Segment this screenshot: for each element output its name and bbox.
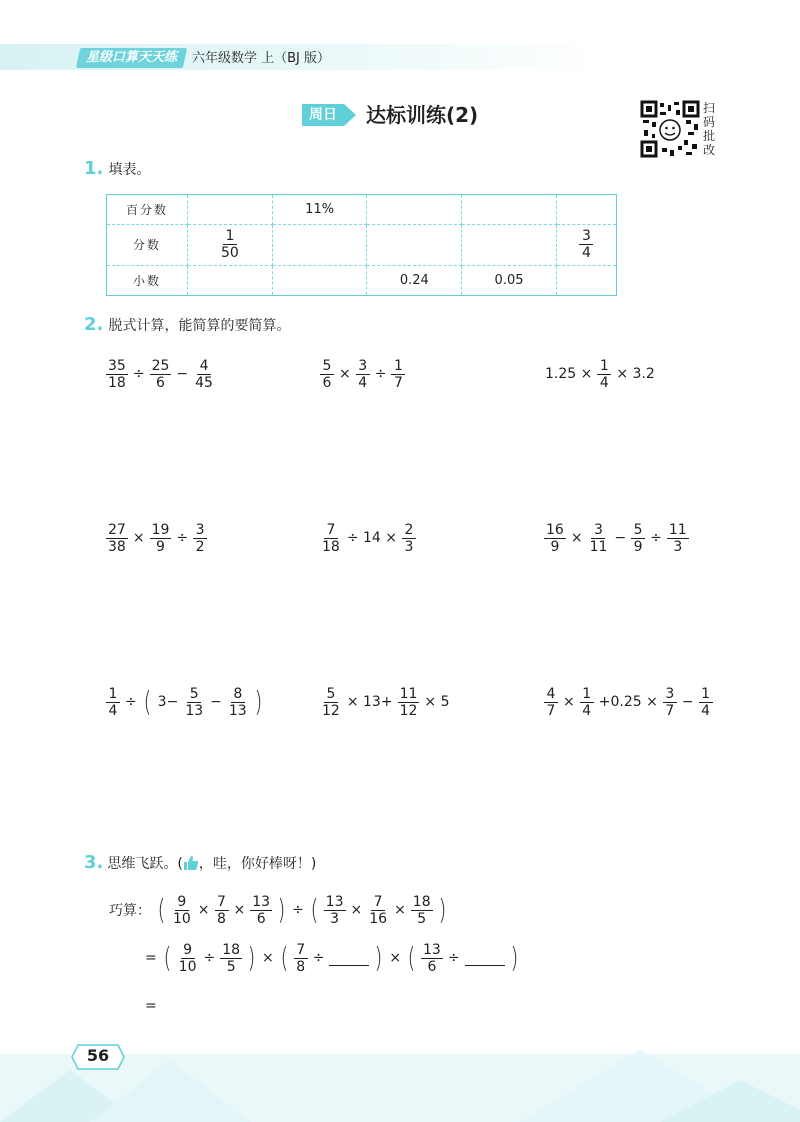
expression-5 (318, 516, 418, 560)
expression-9 (542, 680, 715, 724)
numerator: 1 (699, 686, 713, 703)
page-title: 达标训练(2) (366, 103, 479, 127)
denominator: 13 (185, 702, 204, 719)
denominator: 10 (178, 958, 197, 975)
fraction (580, 686, 594, 719)
denominator: 6 (322, 374, 332, 391)
expression-8 (318, 680, 452, 724)
question-number: 3. (84, 852, 104, 873)
fraction (193, 522, 207, 555)
expression-text: 1.25 × (545, 366, 593, 382)
fraction (588, 522, 610, 555)
operator: − (681, 694, 694, 710)
numerator: 7 (215, 894, 229, 911)
denominator: 7 (546, 702, 556, 719)
denominator: 6 (156, 374, 165, 391)
fraction (699, 686, 713, 719)
numerator: 4 (197, 358, 211, 375)
fraction (411, 894, 433, 927)
table-cell[interactable] (188, 195, 273, 225)
numerator: 1 (580, 686, 594, 703)
fraction (171, 894, 193, 927)
denominator: 5 (226, 958, 236, 975)
table-cell[interactable] (556, 265, 616, 295)
equals-sign: = (145, 950, 157, 966)
denominator: 18 (108, 374, 126, 391)
table-cell (188, 225, 273, 265)
numerator: 25 (151, 357, 170, 374)
numerator: 1 (223, 228, 237, 245)
row-label-decimal: 小数 (107, 265, 188, 295)
fraction (320, 522, 342, 555)
expression-4 (104, 516, 209, 560)
right-paren: ) (510, 941, 518, 974)
numerator: 3 (591, 522, 605, 539)
day-badge: 周日 (302, 104, 344, 126)
expression-text: 3− (157, 694, 179, 710)
fraction (320, 686, 342, 719)
fraction (402, 522, 416, 555)
denominator: 4 (599, 374, 609, 391)
book-subtitle: 六年级数学 上（BJ 版） (192, 51, 331, 66)
left-paren: ( (280, 941, 289, 974)
table-cell: 11% (272, 195, 367, 225)
expression-text: ÷ 14 × (346, 530, 398, 546)
fraction (150, 522, 172, 555)
table-cell[interactable] (367, 195, 462, 225)
left-paren: ( (163, 941, 172, 974)
operator: ÷ (312, 950, 325, 966)
question-text: 填表。 (108, 162, 151, 178)
denominator: 10 (172, 910, 191, 927)
table-cell[interactable] (556, 195, 616, 225)
denominator: 9 (156, 538, 165, 555)
denominator: 2 (195, 538, 205, 555)
denominator: 12 (399, 702, 418, 719)
denominator: 8 (296, 958, 306, 975)
numerator: 5 (631, 522, 645, 539)
denominator: 6 (256, 910, 266, 927)
table-cell[interactable] (462, 195, 557, 225)
operator: ÷ (292, 902, 304, 918)
fraction (106, 522, 128, 555)
denominator: 4 (582, 702, 592, 719)
operator: × (389, 950, 402, 966)
fraction (663, 686, 677, 719)
operator: × (233, 902, 246, 918)
expression-text: +0.25 × (598, 694, 658, 710)
question-2-heading (84, 314, 290, 335)
table-cell (556, 225, 616, 265)
denominator: 4 (581, 245, 591, 262)
numerator: 16 (546, 521, 564, 538)
numerator: 5 (187, 686, 201, 703)
answer-blank[interactable] (329, 951, 369, 966)
denominator: 3 (404, 538, 414, 555)
fraction (398, 686, 420, 719)
fraction (193, 358, 215, 391)
numerator: 13 (252, 893, 271, 910)
denominator: 4 (701, 702, 711, 719)
fraction (320, 358, 334, 391)
operator: ÷ (176, 530, 189, 546)
question-text-end: ，哇，你好棒呀！) (198, 855, 317, 872)
fraction (667, 522, 689, 555)
denominator: 50 (221, 245, 239, 262)
expression-2 (318, 352, 407, 396)
numerator: 4 (544, 686, 558, 703)
numerator: 1 (106, 686, 120, 703)
fraction (579, 228, 593, 261)
denominator: 4 (358, 374, 368, 391)
numerator: 3 (193, 522, 207, 539)
thumbs-up-icon (183, 855, 199, 871)
fraction (356, 358, 370, 391)
left-paren: ( (143, 685, 152, 718)
numerator: 2 (402, 522, 416, 539)
question-text: 思维飞跃。( (107, 855, 183, 872)
clever-calc-line-1 (106, 888, 450, 932)
question-3-heading (84, 852, 316, 873)
question-text: 脱式计算，能简算的要简算。 (108, 318, 291, 334)
operator: ÷ (203, 950, 216, 966)
expression-text: × 13+ (346, 694, 393, 710)
numerator: 1 (597, 358, 611, 375)
table-cell[interactable] (462, 225, 557, 265)
denominator: 6 (427, 958, 437, 975)
fraction (324, 894, 346, 927)
numerator: 5 (320, 358, 334, 375)
fraction (150, 358, 172, 391)
numerator: 8 (231, 686, 245, 703)
numerator: 5 (324, 686, 338, 703)
denominator: 13 (228, 702, 247, 719)
operator: − (614, 530, 627, 546)
right-paren: ) (254, 685, 262, 718)
numerator: 3 (356, 358, 370, 375)
operator: ÷ (650, 530, 662, 546)
fraction (597, 358, 611, 391)
numerator: 7 (371, 894, 385, 911)
left-paren: ( (310, 893, 319, 926)
numerator: 35 (108, 357, 126, 374)
fraction (106, 358, 128, 391)
clever-calc-label: 巧算： (109, 903, 151, 919)
operator: − (176, 366, 189, 382)
fraction (219, 228, 241, 261)
clever-calc-line-3: = (145, 998, 157, 1014)
denominator: 11 (589, 538, 608, 555)
numerator: 13 (325, 893, 344, 910)
operator: × (197, 902, 210, 918)
expression-6 (542, 516, 691, 560)
fraction (294, 942, 308, 975)
fill-table (106, 194, 617, 296)
denominator: 9 (633, 538, 643, 555)
numerator: 9 (181, 942, 195, 959)
denominator: 4 (108, 702, 118, 719)
operator: ÷ (132, 366, 145, 382)
denominator: 3 (673, 538, 683, 555)
denominator: 5 (417, 910, 427, 927)
denominator: 16 (369, 910, 388, 927)
numerator: 9 (175, 894, 189, 911)
expression-3 (542, 352, 658, 396)
fraction (220, 942, 242, 975)
page-number: 56 (86, 1046, 110, 1065)
fraction (227, 686, 249, 719)
operator: × (563, 694, 575, 710)
series-logo (76, 48, 187, 68)
fraction (250, 894, 272, 927)
table-cell[interactable] (188, 265, 273, 295)
numerator: 27 (108, 521, 126, 538)
fraction (544, 686, 558, 719)
operator: × (350, 902, 363, 918)
right-paren: ) (375, 941, 383, 974)
scan-to-grade-label: 扫码批改 (702, 101, 715, 157)
denominator: 18 (322, 538, 340, 555)
operator: ÷ (374, 366, 387, 382)
numerator: 11 (668, 521, 687, 538)
numerator: 7 (324, 522, 338, 539)
operator: × (570, 530, 583, 546)
operator: × (132, 530, 145, 546)
question-number: 1. (84, 158, 104, 179)
denominator: 12 (322, 702, 340, 719)
numerator: 13 (423, 941, 441, 958)
left-paren: ( (407, 941, 416, 974)
series-logo-text: 星级口算天天练 (86, 50, 178, 65)
operator: × (262, 950, 274, 966)
numerator: 19 (151, 521, 170, 538)
denominator: 7 (665, 702, 675, 719)
expression-1 (104, 352, 217, 396)
left-paren: ( (157, 893, 166, 926)
numerator: 7 (294, 942, 308, 959)
answer-blank[interactable] (465, 951, 505, 966)
table-cell: 0.05 (462, 265, 557, 295)
table-cell[interactable] (367, 225, 462, 265)
expression-text: × 3.2 (616, 366, 655, 382)
right-paren: ) (438, 893, 446, 926)
table-cell: 0.24 (367, 265, 462, 295)
operator: − (210, 694, 222, 710)
right-paren: ) (277, 893, 286, 926)
denominator: 7 (394, 374, 403, 391)
numerator: 18 (412, 893, 431, 910)
denominator: 8 (217, 910, 226, 927)
numerator: 3 (663, 686, 677, 703)
operator: ÷ (125, 694, 137, 710)
fraction (183, 686, 205, 719)
operator: × (394, 902, 406, 918)
fraction (367, 894, 389, 927)
numerator: 3 (579, 228, 593, 245)
numerator: 18 (222, 941, 241, 958)
denominator: 9 (550, 538, 560, 555)
operator: × (339, 366, 351, 382)
denominator: 38 (108, 538, 126, 555)
right-paren: ) (247, 941, 256, 974)
expression-text: × 5 (424, 694, 450, 710)
qr-code-icon[interactable] (640, 100, 700, 158)
fraction (544, 522, 566, 555)
clever-calc-line-2 (142, 936, 522, 980)
expression-7 (104, 680, 266, 724)
denominator: 3 (330, 910, 340, 927)
fraction (215, 894, 229, 927)
question-1-heading (84, 158, 150, 179)
row-label-fraction: 分数 (107, 225, 188, 265)
day-badge-arrow (344, 104, 356, 126)
operator: ÷ (447, 950, 460, 966)
denominator: 45 (195, 374, 213, 391)
fraction (421, 942, 443, 975)
numerator: 1 (391, 358, 405, 375)
question-number: 2. (84, 314, 104, 335)
fraction (177, 942, 199, 975)
numerator: 11 (399, 685, 418, 702)
fraction (631, 522, 645, 555)
row-label-percent: 百分数 (107, 195, 188, 225)
fraction (391, 358, 405, 391)
table-cell[interactable] (272, 265, 367, 295)
fraction (106, 686, 120, 719)
table-cell[interactable] (272, 225, 367, 265)
